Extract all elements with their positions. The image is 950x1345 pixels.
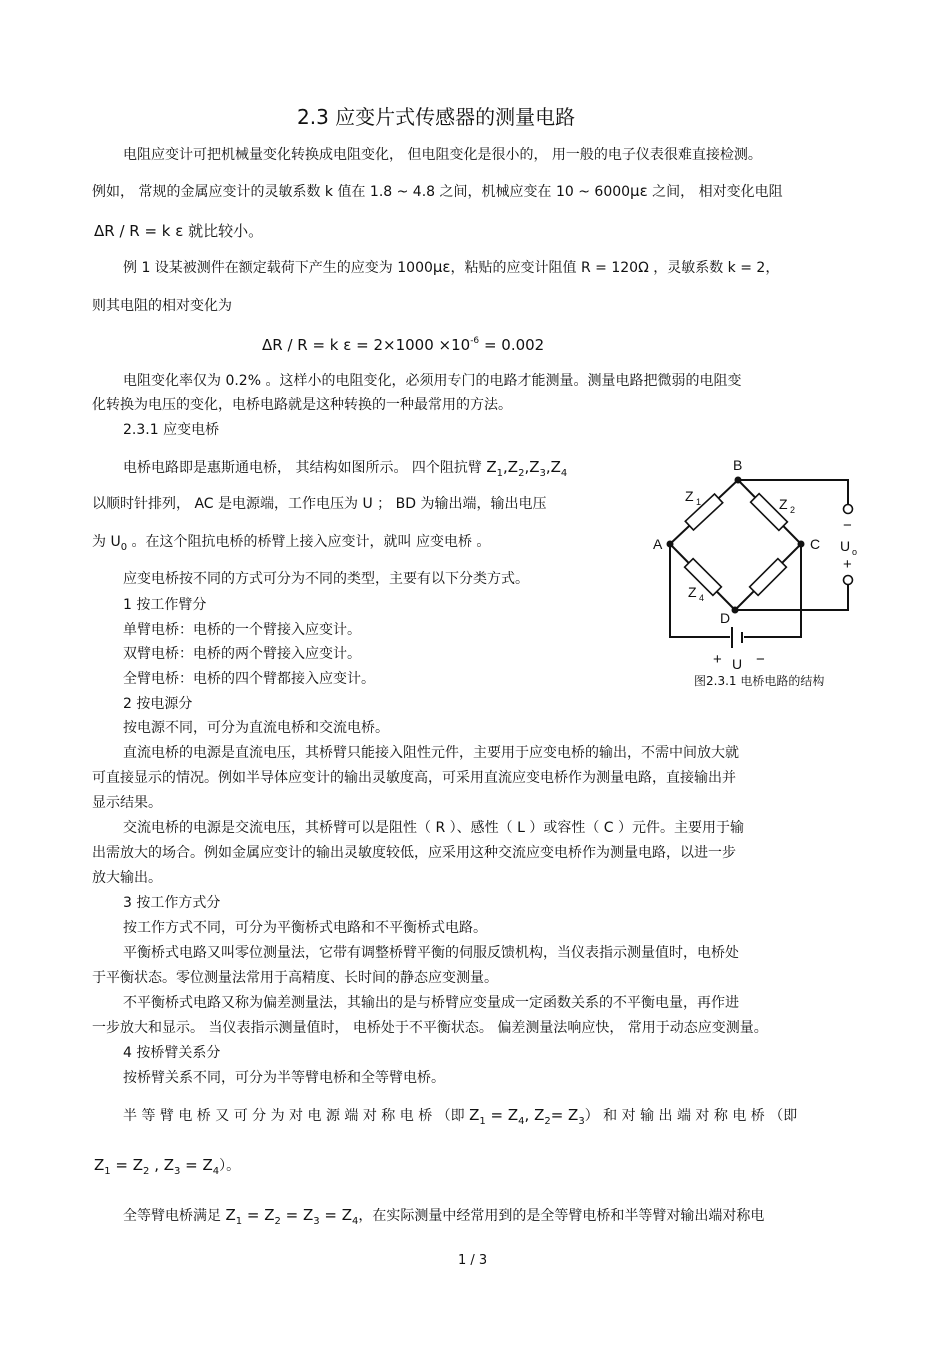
label-supply-plus: + <box>713 651 722 668</box>
node-c <box>798 541 805 548</box>
paragraph-line: 4 按桥臂关系分 <box>123 1045 221 1061</box>
paragraph-line: 交流电桥的电源是交流电压，其桥臂可以是阻性（ R ）、感性（ L ）或容性（ C ）元件。主要用于输 <box>123 820 745 836</box>
text-run: 半 等 臂 电 桥 又 可 分 为 对 电 源 端 对 称 电 桥 （即 <box>123 1108 470 1124</box>
text-run: 例如， 常规的金属应变计的灵敏系数 k 值在 1.8 ~ 4.8 之间，机械应变在 10 ~ 6000 <box>92 184 631 200</box>
label-output-minus: − <box>843 517 852 534</box>
mu-epsilon-symbol: με <box>630 182 648 200</box>
paragraph-line: 电阻变化率仅为 0.2% 。这样小的电阻变化，必须用专门的电路才能测量。测量电路把微弱的电阻变 <box>123 373 742 389</box>
text-run: 电桥电路即是惠斯通电桥， 其结构如图所示。 四个阻抗臂 <box>123 460 487 476</box>
equation-text: ΔR / R = k ε = 2×1000 ×10 <box>262 336 471 354</box>
node-b <box>735 477 742 484</box>
paragraph-line: 全臂电桥：电桥的四个臂都接入应变计。 <box>123 671 375 687</box>
paragraph-line <box>94 1156 240 1177</box>
subscript: 0 <box>120 542 128 553</box>
equation-inline: $Z_1 = Z_4$, $Z_2= Z_3$ <box>469 1106 585 1127</box>
paragraph-line: 则其电阻的相对变化为 <box>92 298 232 314</box>
equation-inline: $Z_1 = Z_2 = Z_3 = Z_4$ <box>225 1206 359 1227</box>
paragraph-line: 出需放大的场合。例如金属应变计的输出灵敏度较低，应采用这种交流应变电桥作为测量电路，以进一步 <box>92 845 736 861</box>
output-terminal-bottom <box>844 576 853 585</box>
label-supply-u: U <box>732 656 743 672</box>
text-run: ）。 <box>219 1158 241 1174</box>
label-c: C <box>810 536 821 552</box>
page-number: 1 / 3 <box>458 1253 488 1268</box>
paragraph-line <box>123 258 779 277</box>
node-d <box>732 607 739 614</box>
page-title: 2.3 应变片式传感器的测量电路 <box>297 105 576 129</box>
paragraph-line: 以顺时针排列， AC 是电源端，工作电压为 U ； BD 为输出端，输出电压 <box>92 496 547 512</box>
paragraph-line: 可直接显示的情况。例如半导体应变计的输出灵敏度高，可采用直流应变电桥作为测量电路，直接输出并 <box>92 770 736 786</box>
impedance-list: $Z_1,Z_2,Z_3,Z_4$ <box>486 458 568 479</box>
paragraph-line <box>123 458 567 479</box>
label-z2-sub: 2 <box>790 505 796 515</box>
label-supply-minus: − <box>756 651 765 668</box>
text-run: ） 和 对 输 出 端 对 称 电 桥 （即 <box>584 1108 798 1124</box>
label-z2: Z <box>779 496 788 512</box>
label-z4-sub: 4 <box>699 593 705 603</box>
text-run: 例 1 设某被测件在额定载荷下产生的应变为 1000 <box>123 260 433 276</box>
paragraph-line: 不平衡桥式电路又称为偏差测量法，其输出的是与桥臂应变量成一定函数关系的不平衡电量，再作进 <box>123 995 739 1011</box>
equation-text: = 0.002 <box>479 336 545 354</box>
equation <box>262 336 544 357</box>
paragraph-line: 一步放大和显示。 当仪表指示测量值时， 电桥处于不平衡状态。 偏差测量法响应快， 常用于动态应变测量。 <box>92 1020 768 1036</box>
paragraph-line: 双臂电桥：电桥的两个臂接入应变计。 <box>123 646 361 662</box>
paragraph-line: 应变电桥按不同的方式可分为不同的类型，主要有以下分类方式。 <box>123 571 529 587</box>
paragraph-line: 单臂电桥：电桥的一个臂接入应变计。 <box>123 622 361 638</box>
paragraph-line: 按电源不同，可分为直流电桥和交流电桥。 <box>123 720 389 736</box>
label-uo-sub: o <box>852 547 858 557</box>
output-terminal-top <box>844 505 853 514</box>
text-run: ，在实际测量中经常用到的是全等臂电桥和半等臂对输出端对称电 <box>358 1208 765 1224</box>
label-z1: Z <box>685 488 694 504</box>
text-run: 为 U <box>92 534 121 550</box>
paragraph-line: 直流电桥的电源是直流电压，其桥臂只能接入阻性元件，主要用于应变电桥的输出，不需中间放大就 <box>123 745 739 761</box>
label-uo: U <box>840 538 851 554</box>
paragraph-line: 按桥臂关系不同，可分为半等臂电桥和全等臂电桥。 <box>123 1070 445 1086</box>
paragraph-line: 化转换为电压的变化，电桥电路就是这种转换的一种最常用的方法。 <box>92 397 512 413</box>
figure-caption: 图2.3.1 电桥电路的结构 <box>694 674 825 688</box>
paragraph-line: 平衡桥式电路又叫零位测量法，它带有调整桥臂平衡的伺服反馈机构，当仪表指示测量值时，电桥处 <box>123 945 739 961</box>
paragraph-line: 3 按工作方式分 <box>123 895 221 911</box>
paragraph-line: 于平衡状态。零位测量法常用于高精度、长时间的静态应变测量。 <box>92 970 498 986</box>
paragraph-line: 显示结果。 <box>92 795 162 811</box>
paragraph-line: 按工作方式不同，可分为平衡桥式电路和不平衡桥式电路。 <box>123 920 487 936</box>
paragraph-line: 电阻应变计可把机械量变化转换成电阻变化， 但电阻变化是很小的， 用一般的电子仪表很难直接检测。 <box>123 147 762 163</box>
section-heading: 2.3.1 应变电桥 <box>123 422 220 438</box>
paragraph-line <box>123 1206 764 1227</box>
paragraph-line <box>92 182 783 201</box>
paragraph-line: ΔR / R = k ε 就比较小。 <box>94 222 264 240</box>
label-z4: Z <box>688 584 697 600</box>
resistor-z3 <box>750 559 787 596</box>
label-output-plus: + <box>843 556 852 573</box>
text-run: 。在这个阻抗电桥的桥臂上接入应变计，就叫 应变电桥 。 <box>127 534 491 550</box>
text-run: ，粘贴的应变计阻值 R = 120Ω ，灵敏系数 k = 2， <box>450 260 780 276</box>
paragraph-line: 1 按工作臂分 <box>123 597 207 613</box>
label-d: D <box>720 610 731 626</box>
mu-epsilon-symbol: με <box>432 258 451 276</box>
label-b: B <box>733 457 743 473</box>
label-a: A <box>653 536 663 552</box>
equation-exponent: -6 <box>470 336 480 346</box>
paragraph-line <box>92 533 490 553</box>
equation-inline: $Z_1 = Z_2$ , $Z_3 = Z_4$ <box>94 1156 220 1177</box>
paragraph-line <box>123 1106 797 1127</box>
text-run: 全等臂电桥满足 <box>123 1208 226 1224</box>
node-a <box>667 541 674 548</box>
bridge-circuit-figure <box>648 452 868 692</box>
text-run: 之间， 相对变化电阻 <box>647 184 783 200</box>
paragraph-line: 2 按电源分 <box>123 696 193 712</box>
label-z1-sub: 1 <box>696 497 702 507</box>
paragraph-line: 放大输出。 <box>92 870 162 886</box>
